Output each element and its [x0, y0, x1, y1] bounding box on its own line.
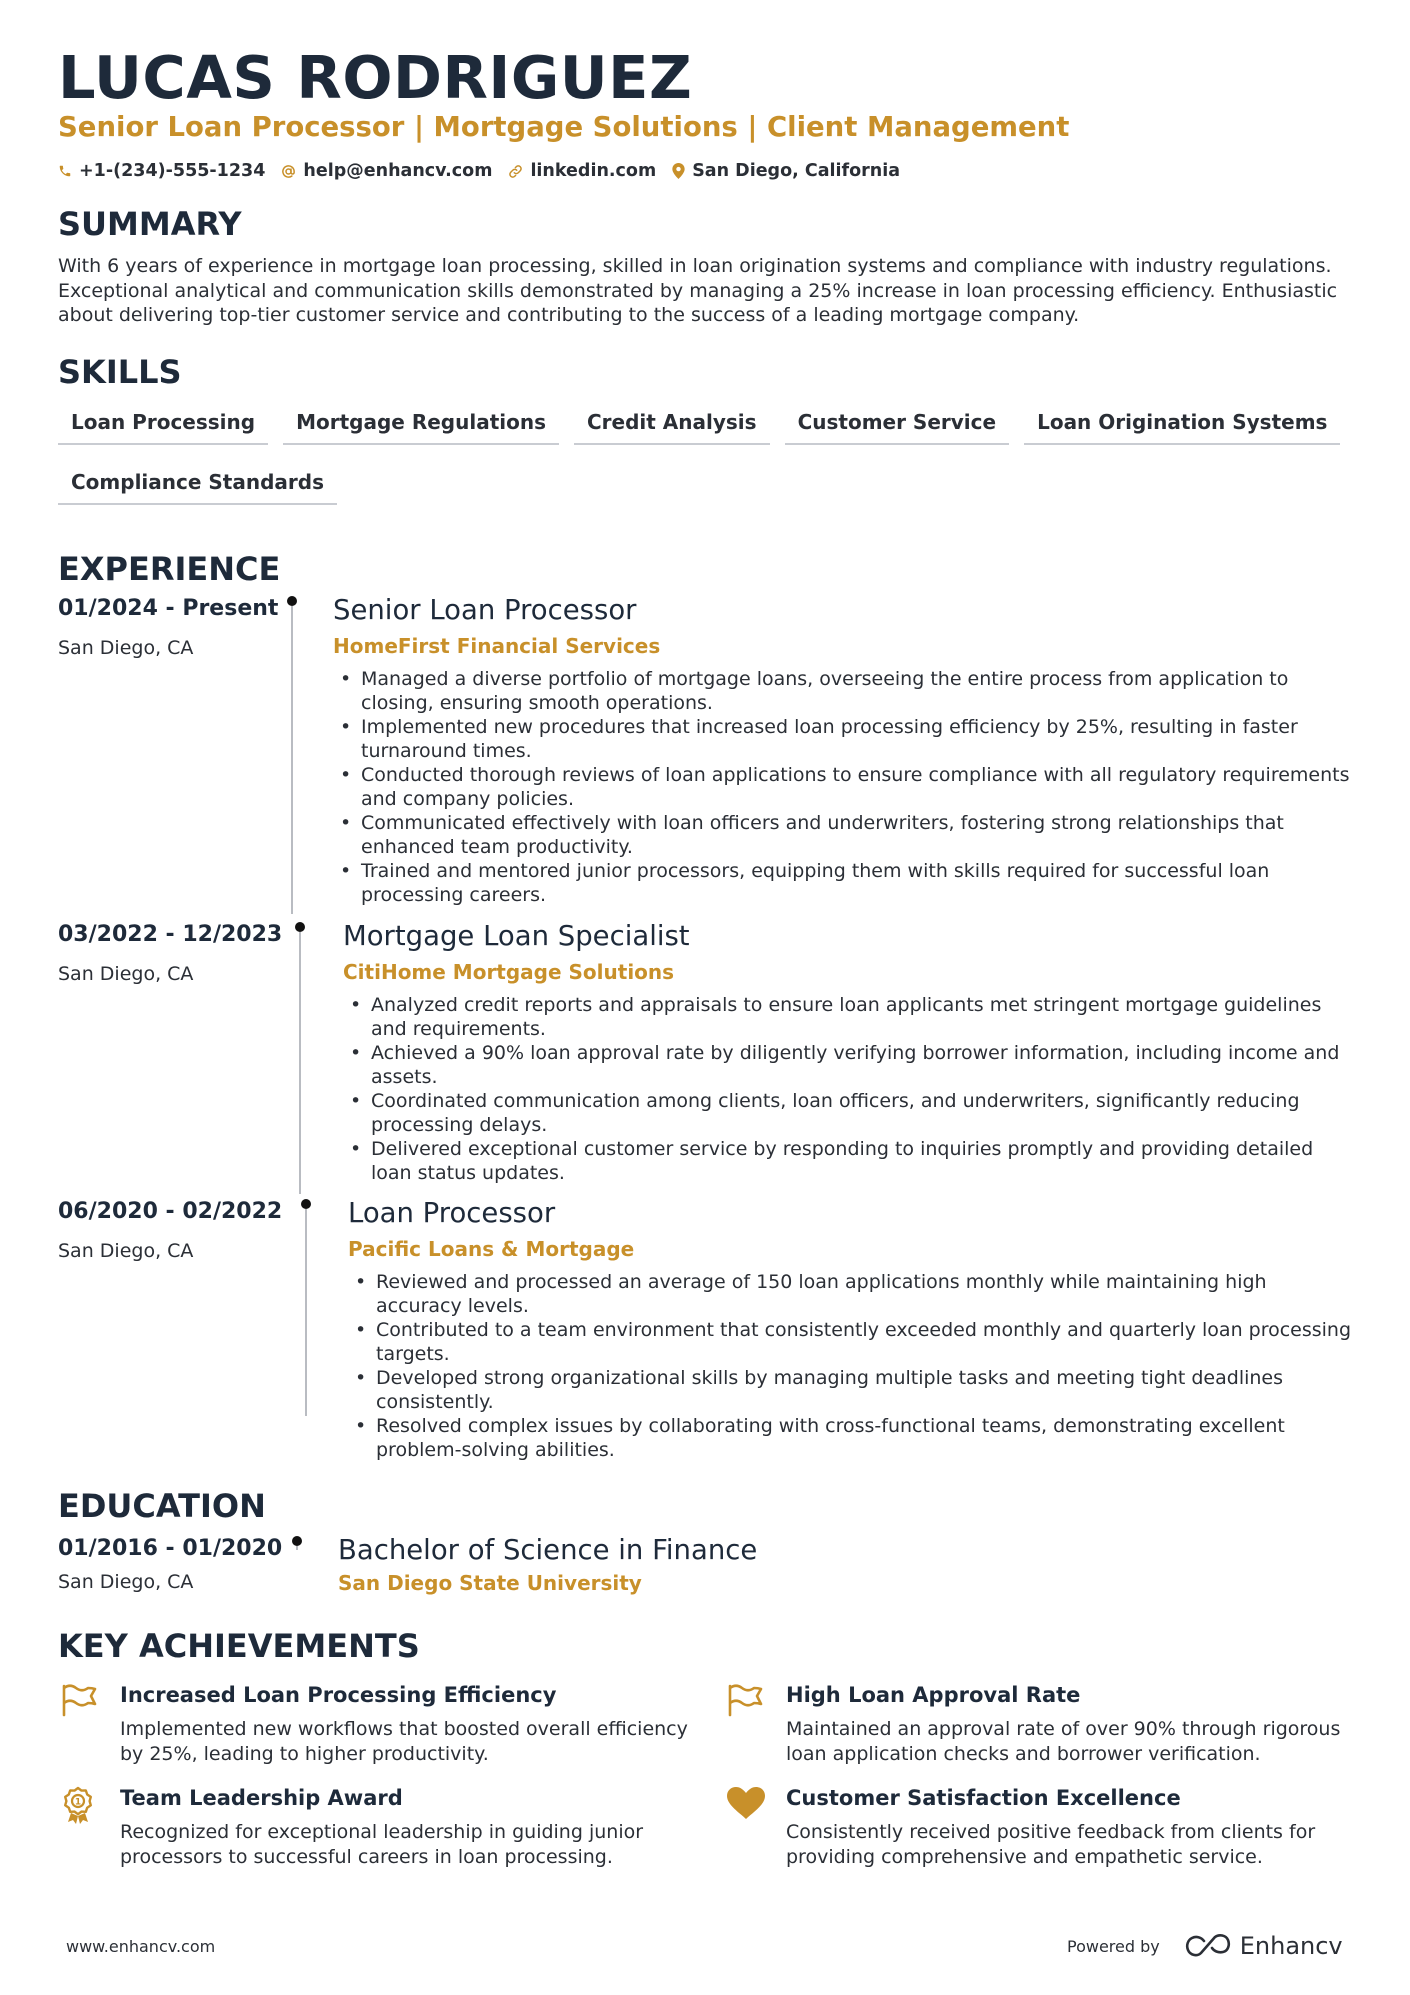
heart-icon — [726, 1786, 766, 1820]
education-dates: 01/2016 - 01/2020 — [58, 1536, 283, 1561]
job-dates: 01/2024 - Present — [58, 596, 279, 621]
brand-logo[interactable] — [1184, 1932, 1343, 1960]
job-bullet: • Trained and mentored junior processors, equipping them with skills required for successful loan processing careers. — [333, 859, 1363, 907]
contact-phone[interactable] — [58, 161, 265, 181]
award-icon — [60, 1786, 96, 1824]
timeline-dot — [292, 1536, 302, 1546]
powered-by-label: Powered by — [1067, 1936, 1160, 1956]
contact-location — [672, 161, 900, 181]
job-bullet: • Communicated effectively with loan officers and underwriters, fostering strong relationships that enhanced team productivity. — [333, 811, 1363, 859]
job-location: San Diego, CA — [58, 1240, 194, 1262]
email-text: help@enhancv.com — [303, 161, 493, 181]
job-company: Pacific Loans & Mortgage — [348, 1237, 635, 1261]
job-bullet: • Contributed to a team environment that consistently exceeded monthly and quarterly loan processing targets. — [348, 1318, 1358, 1366]
skills-row-2 — [58, 464, 352, 505]
job-bullet: • Coordinated communication among clients, loan officers, and underwriters, significantly reducing processing delays. — [343, 1089, 1353, 1137]
skill-tag: Loan Processing — [58, 404, 268, 445]
contact-email[interactable] — [281, 161, 492, 181]
timeline-dot — [295, 922, 305, 932]
link-icon — [508, 164, 523, 179]
summary-text: With 6 years of experience in mortgage loan processing, skilled in loan origination systems and compliance with industry regulations. Exceptional analytical and communication skills demonstrated by managing a 25% increase in loan processing efficiency. Enthusiastic about delivering top-tier customer service and contributing to the success of a leading mortgage company. — [58, 255, 1338, 326]
achievement-title: High Loan Approval Rate — [786, 1683, 1081, 1707]
skill-tag: Compliance Standards — [58, 464, 337, 505]
job-bullets — [343, 993, 1353, 1185]
location-text: San Diego, California — [692, 161, 901, 181]
phone-icon — [58, 164, 72, 178]
flag-icon — [726, 1683, 766, 1717]
contact-linkedin[interactable] — [508, 161, 656, 181]
timeline-line — [305, 1209, 307, 1416]
timeline-line — [291, 606, 293, 914]
brand-name: Enhancv — [1239, 1932, 1343, 1960]
timeline-dot — [301, 1199, 311, 1209]
location-pin-icon — [672, 163, 685, 179]
contact-bar — [58, 159, 916, 183]
achievement-description: Implemented new workflows that boosted overall efficiency by 25%, leading to higher productivity. — [120, 1718, 688, 1765]
summary-heading: SUMMARY — [58, 205, 242, 243]
job-bullet: • Managed a diverse portfolio of mortgage loans, overseeing the entire process from application to closing, ensuring smooth operations. — [333, 667, 1363, 715]
skills-heading: SKILLS — [58, 353, 182, 391]
achievement-title: Increased Loan Processing Efficiency — [120, 1683, 557, 1707]
job-bullet: • Implemented new procedures that increased loan processing efficiency by 25%, resulting in faster turnaround times. — [333, 715, 1363, 763]
job-bullet: • Achieved a 90% loan approval rate by diligently verifying borrower information, including income and assets. — [343, 1041, 1353, 1089]
phone-text: +1-(234)-555-1234 — [79, 161, 266, 181]
svg-text:1: 1 — [74, 1797, 82, 1808]
achievement-description: Consistently received positive feedback from clients for providing comprehensive and empathetic service. — [786, 1821, 1316, 1868]
skill-tag: Mortgage Regulations — [283, 404, 559, 445]
at-icon — [281, 164, 296, 179]
job-location: San Diego, CA — [58, 637, 194, 659]
job-bullets — [348, 1270, 1358, 1462]
job-bullet: • Resolved complex issues by collaborating with cross-functional teams, demonstrating excellent problem-solving abilities. — [348, 1414, 1358, 1462]
job-title: Loan Processor — [348, 1197, 556, 1229]
education-heading: EDUCATION — [58, 1487, 266, 1525]
job-dates: 03/2022 - 12/2023 — [58, 922, 283, 947]
education-degree: Bachelor of Science in Finance — [338, 1534, 758, 1566]
flag-icon — [60, 1683, 100, 1717]
candidate-name: LUCAS RODRIGUEZ — [58, 43, 693, 112]
job-bullet: • Analyzed credit reports and appraisals to ensure loan applicants met stringent mortgage guidelines and requirements. — [343, 993, 1353, 1041]
linkedin-text: linkedin.com — [530, 161, 657, 181]
footer-branding — [1067, 1932, 1343, 1960]
job-bullet: • Reviewed and processed an average of 150 loan applications monthly while maintaining high accuracy levels. — [348, 1270, 1358, 1318]
skills-row-1 — [58, 404, 1355, 445]
achievements-heading: KEY ACHIEVEMENTS — [58, 1627, 420, 1665]
skill-tag: Customer Service — [785, 404, 1010, 445]
job-dates: 06/2020 - 02/2022 — [58, 1199, 283, 1224]
experience-heading: EXPERIENCE — [58, 550, 281, 588]
education-location: San Diego, CA — [58, 1571, 194, 1593]
achievement-title: Customer Satisfaction Excellence — [786, 1786, 1181, 1810]
job-bullet: • Delivered exceptional customer service by responding to inquiries promptly and providing detailed loan status updates. — [343, 1137, 1353, 1185]
timeline-dot — [287, 596, 297, 606]
job-company: HomeFirst Financial Services — [333, 634, 661, 658]
skill-tag: Loan Origination Systems — [1024, 404, 1340, 445]
achievement-title: Team Leadership Award — [120, 1786, 403, 1810]
achievement-description: Maintained an approval rate of over 90% through rigorous loan application checks and borrower verification. — [786, 1718, 1341, 1765]
education-school: San Diego State University — [338, 1571, 642, 1595]
job-bullets — [333, 667, 1363, 907]
job-bullet: • Conducted thorough reviews of loan applications to ensure compliance with all regulatory requirements and company policies. — [333, 763, 1363, 811]
timeline-line — [299, 932, 301, 1194]
candidate-headline: Senior Loan Processor | Mortgage Solutions | Client Management — [58, 111, 1070, 143]
enhancv-logo-icon — [1184, 1933, 1232, 1959]
achievement-description: Recognized for exceptional leadership in guiding junior processors to successful careers in loan processing. — [120, 1821, 644, 1868]
job-title: Mortgage Loan Specialist — [343, 920, 690, 952]
job-bullet: • Developed strong organizational skills by managing multiple tasks and meeting tight deadlines consistently. — [348, 1366, 1358, 1414]
footer-website[interactable]: www.enhancv.com — [66, 1937, 216, 1956]
job-company: CitiHome Mortgage Solutions — [343, 960, 675, 984]
job-title: Senior Loan Processor — [333, 594, 637, 626]
timeline-line — [296, 1546, 298, 1550]
job-location: San Diego, CA — [58, 963, 194, 985]
skill-tag: Credit Analysis — [574, 404, 770, 445]
